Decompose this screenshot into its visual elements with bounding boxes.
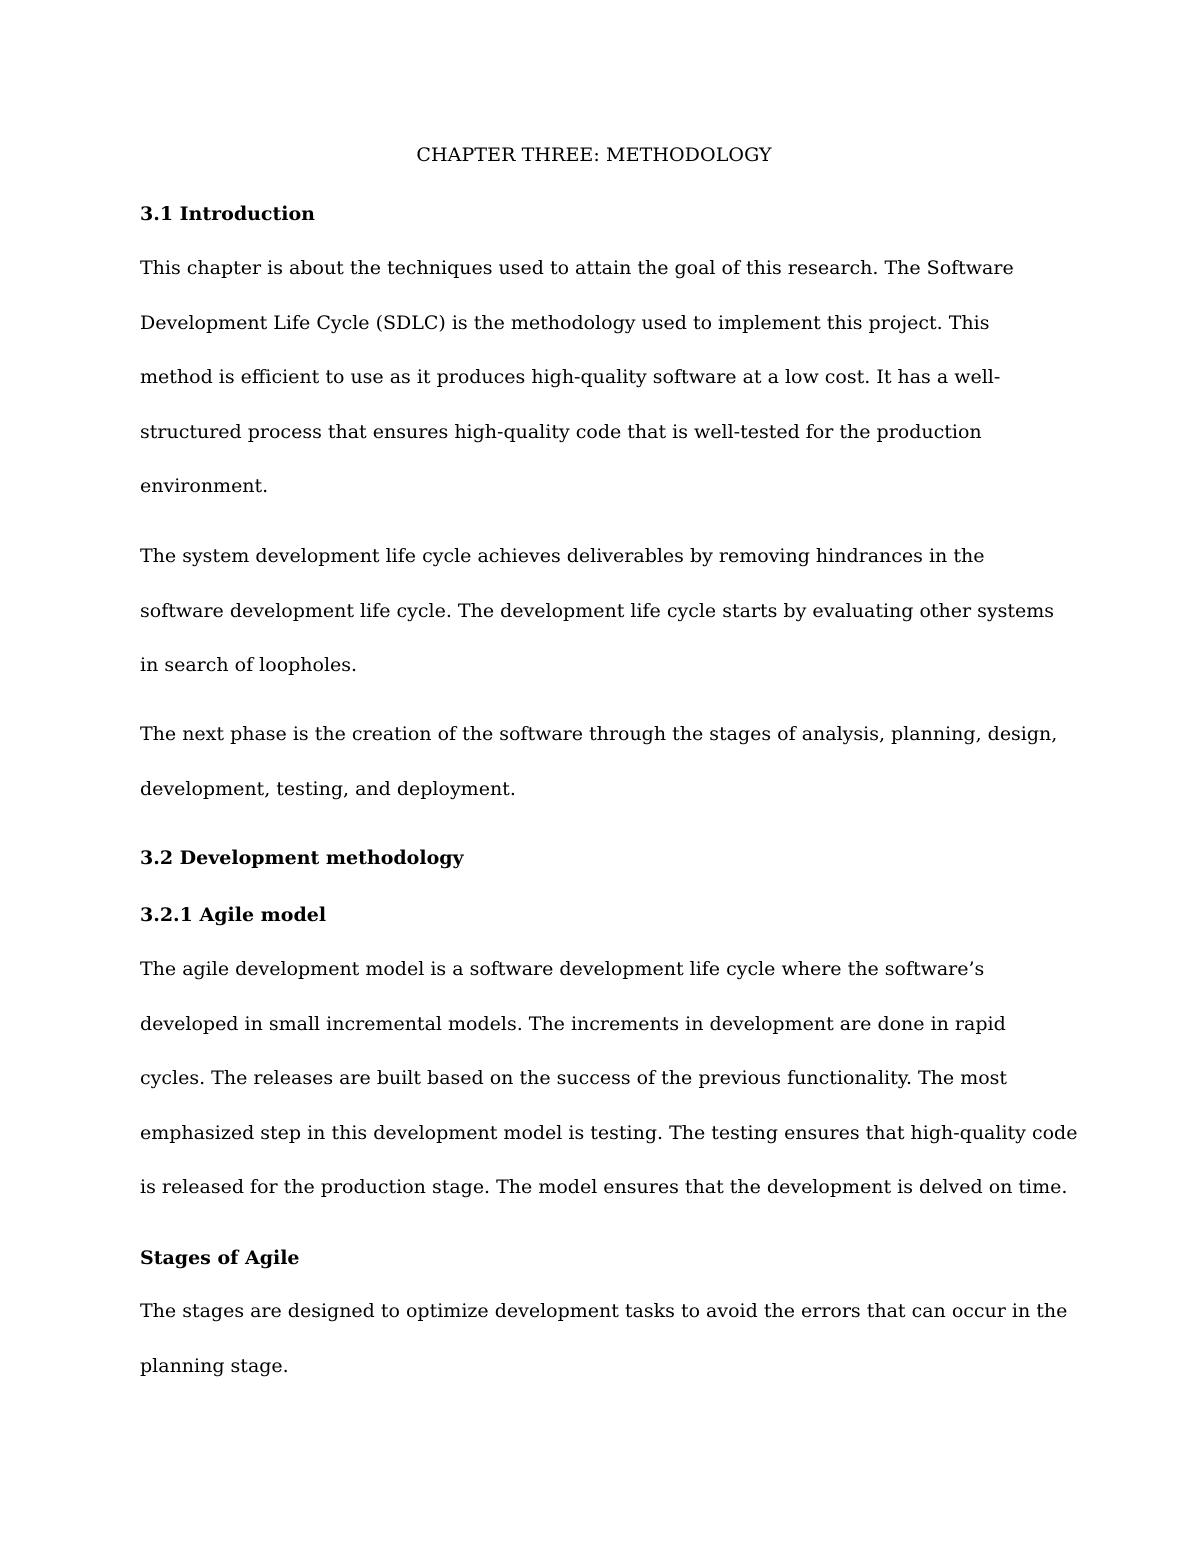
text-line: development, testing, and deployment. (140, 777, 516, 800)
agile-model-paragraph (140, 954, 1078, 1227)
introduction-paragraph-2 (140, 541, 1060, 705)
text-line: environment. (140, 475, 269, 497)
text-line: structured process that ensures high-quality code that is well-tested for the production (140, 420, 982, 443)
text-line: method is efficient to use as it produces high-quality software at a low cost. It has a well- (140, 366, 1001, 388)
section-heading-development-methodology: 3.2 Development methodology (140, 847, 464, 869)
text-line: The system development life cycle achieves deliverables by removing hindrances in the (140, 545, 985, 567)
text-line: This chapter is about the techniques used to attain the goal of this research. The Software (140, 257, 1014, 279)
text-line: planning stage. (140, 1354, 289, 1377)
text-line: developed in small incremental models. The increments in development are done in rapid (140, 1012, 1006, 1035)
stages-of-agile-paragraph (140, 1296, 1068, 1405)
text-line: cycles. The releases are built based on the success of the previous functionality. The most (140, 1067, 1008, 1089)
text-line: is released for the production stage. The model ensures that the development is delved on time. (140, 1176, 1068, 1198)
text-line: The next phase is the creation of the software through the stages of analysis, planning, design, (140, 723, 1058, 745)
introduction-paragraph-3 (140, 719, 1060, 828)
text-line: Development Life Cycle (SDLC) is the methodology used to implement this project. This (140, 311, 990, 334)
text-line: in search of loopholes. (140, 654, 358, 676)
section-heading-agile-model: 3.2.1 Agile model (140, 904, 327, 926)
section-heading-introduction: 3.1 Introduction (140, 203, 315, 225)
text-line: software development life cycle. The development life cycle starts by evaluating other systems (140, 599, 1055, 622)
text-line: The agile development model is a software development life cycle where the software’s (140, 958, 985, 980)
chapter-title: CHAPTER THREE: METHODOLOGY (416, 144, 772, 166)
text-line: emphasized step in this development model is testing. The testing ensures that high-quality code (140, 1121, 1078, 1144)
text-line: The stages are designed to optimize development tasks to avoid the errors that can occur in the (140, 1300, 1068, 1322)
introduction-paragraph-1 (140, 253, 1060, 526)
section-heading-stages-of-agile: Stages of Agile (140, 1247, 300, 1269)
